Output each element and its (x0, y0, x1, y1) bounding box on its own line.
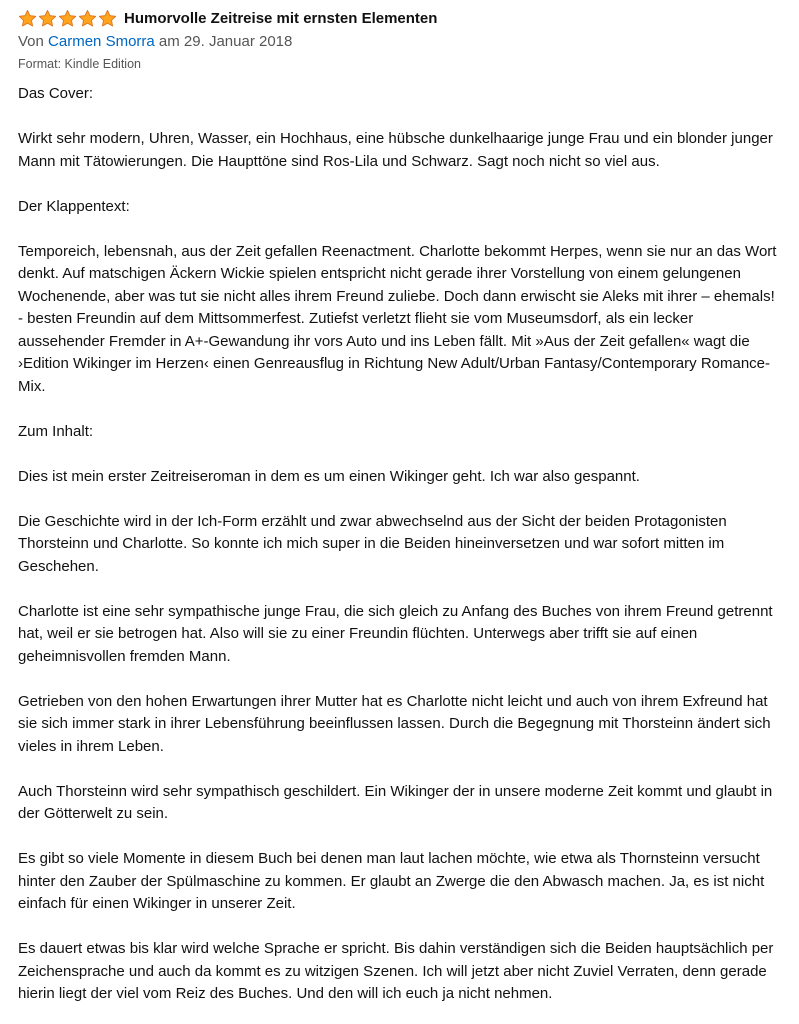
review-paragraph: Es gibt so viele Momente in diesem Buch bei denen man laut lachen möchte, wie etwa als Thornsteinn versucht hinter den Zauber der Spülmaschine zu kommen. Er glaubt an Zwerge die den Abwasch machen. Ja, es ist nicht einfach für einen Wikinger in unserer Zeit. (18, 850, 765, 912)
star-icon (98, 9, 117, 28)
review-paragraph: Wirkt sehr modern, Uhren, Wasser, ein Hochhaus, eine hübsche dunkelhaarige junge Frau und ein blonder junger Mann mit Tätowierungen. Die Haupttöne sind Ros-Lila und Schwarz. Sagt noch nicht so viel aus. (18, 130, 773, 170)
review-date: am 29. Januar 2018 (158, 33, 293, 50)
star-icon (58, 9, 77, 28)
review-paragraph: Es dauert etwas bis klar wird welche Sprache er spricht. Bis dahin verständigen sich die Beiden hauptsächlich per Zeichensprache und auch da kommt es zu witzigen Szenen. Ich will jetzt aber nicht Zuviel Verraten, denn gerade hierin liegt der viel vom Reiz des Buches. Und den will ich euch ja nicht nehmen. (18, 940, 774, 1002)
star-icon (18, 9, 37, 28)
review-title[interactable]: Humorvolle Zeitreise mit ernsten Elementen (124, 9, 438, 27)
review-body (18, 83, 781, 1006)
star-icon (78, 9, 97, 28)
review-header (18, 6, 781, 30)
review-paragraph: Dies ist mein erster Zeitreiseroman in dem es um einen Wikinger geht. Ich war also gespannt. (18, 467, 640, 485)
review-paragraph: Zum Inhalt: (18, 422, 94, 440)
review-paragraph: Charlotte ist eine sehr sympathische junge Frau, die sich gleich zu Anfang des Buches von ihrem Freund getrennt hat, weil er sie betrogen hat. Also will sie zu einer Freundin flüchten. Unterwegs aber trifft sie auf einen geheimnisvollen fremden Mann. (18, 602, 773, 665)
review-paragraph: Getrieben von den hohen Erwartungen ihrer Mutter hat es Charlotte nicht leicht und auch von ihrem Exfreund hat sie sich immer stark in ihrer Lebensführung beeinflussen lassen. Durch die Begegnung mit Thorsteinn ändert sich vieles in ihrem Leben. (18, 692, 771, 755)
star-icon (38, 9, 57, 28)
review-paragraph: Auch Thorsteinn wird sehr sympathisch geschildert. Ein Wikinger der in unsere moderne Zeit kommt und glaubt in der Götterwelt zu sein. (18, 782, 773, 822)
review-paragraph: Das Cover: (18, 85, 94, 102)
review-paragraph: Temporeich, lebensnah, aus der Zeit gefallen Reenactment. Charlotte bekommt Herpes, wenn sie nur an das Wort denkt. Auf matschigen Äckern Wickie spielen entspricht nicht gerade ihrer Vorstellung von einem gelungenen Wochenende, aber was tut sie nicht alles ihrem Freund zuliebe. Doch dann erwischt sie Aleks mit ihrer – ehemals! - besten Freundin auf dem Mittsommerfest. Zutiefst verletzt flieht sie vom Museumsdorf, als ein lecker aussehender Fremder in A+-Gewandung ihr vors Auto und ins Leben fällt. Mit »Aus der Zeit gefallen« wagt die ›Edition Wikinger im Herzen‹ einen Genreausflug in Richtung New Adult/Urban Fantasy/Contemporary Romance-Mix. (18, 242, 777, 395)
review-paragraph: Die Geschichte wird in der Ich-Form erzählt und zwar abwechselnd aus der Sicht der beiden Protagonisten Thorsteinn und Charlotte. So konnte ich mich super in die Beiden hineinversetzen und war sofort mitten im Geschehen. (18, 512, 727, 575)
review-paragraph: Der Klappentext: (18, 197, 130, 215)
author-link[interactable]: Carmen Smorra (48, 33, 155, 50)
review-byline (18, 33, 781, 55)
review-format: Format: Kindle Edition (18, 57, 141, 71)
star-rating[interactable] (18, 9, 118, 28)
by-prefix: Von (18, 33, 44, 50)
